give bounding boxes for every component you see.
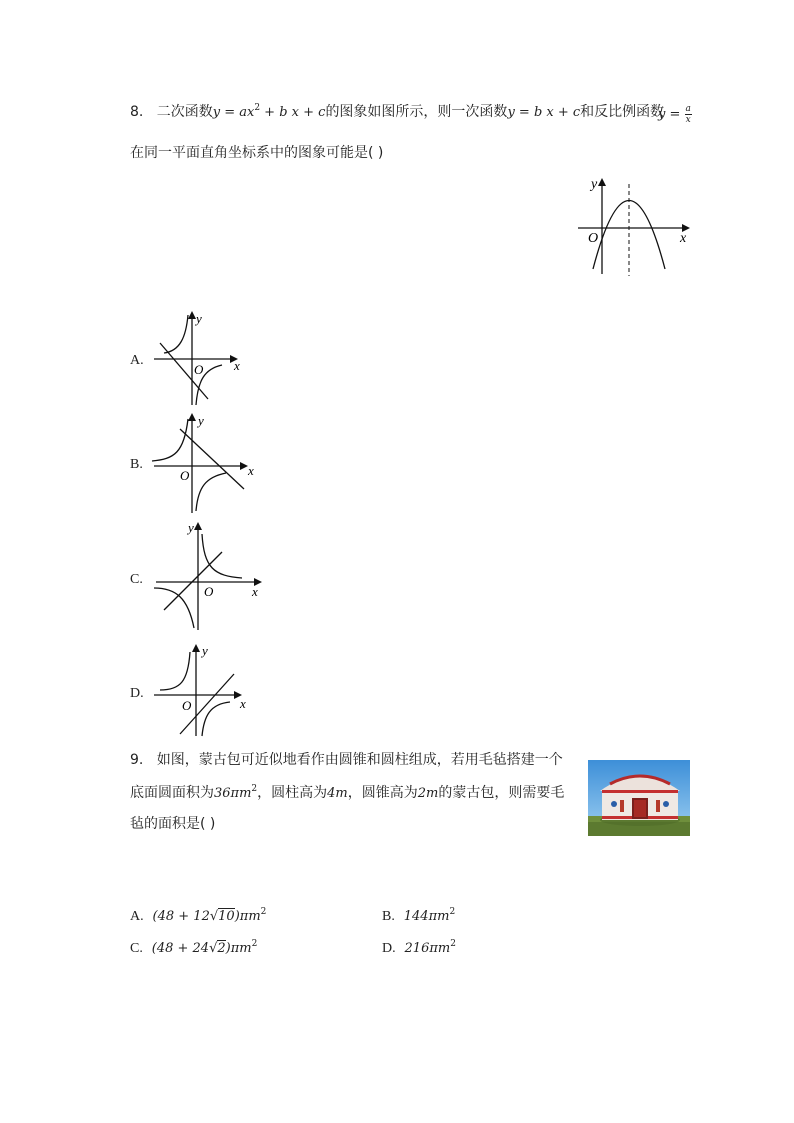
q8-option-b-letter[interactable]: B.	[130, 457, 143, 472]
q8-main-graph	[574, 172, 694, 278]
q8-option-b-graph[interactable]	[146, 409, 264, 515]
q9-stem-line3: 毡的面积是( )	[130, 816, 216, 832]
q8-option-d-letter[interactable]: D.	[130, 686, 144, 701]
q9-number: 9.	[130, 752, 144, 768]
q9-option-a[interactable]: A. $(48 + 12√10)\pi m^2$	[130, 907, 267, 924]
q9-option-c[interactable]: C. $(48 + 24√2)\pi m^2$	[130, 939, 258, 956]
q8-quad-fn: $y = ax^2 + b$ x + c	[212, 103, 326, 120]
q8-option-c-letter[interactable]: C.	[130, 572, 143, 587]
q9-cone-height: 2m	[417, 786, 439, 801]
q9-area: $36\pi m^2$	[214, 784, 258, 801]
q8-inverse-fn: y = $\frac{a}{x}$	[658, 104, 691, 125]
q8-text2: 的图象如图所示，则一次函数	[325, 104, 508, 120]
q9-stem-line1: 9. 如图，蒙古包可近似地看作由圆锥和圆柱组成，若用毛毡搭建一个	[130, 752, 563, 768]
svg-text:O: O	[182, 698, 192, 713]
q8-number: 8.	[130, 104, 144, 120]
yurt-image	[588, 760, 690, 836]
svg-text:y: y	[196, 311, 202, 326]
q8-stem-line1	[130, 104, 664, 119]
origin-label: O	[588, 231, 599, 246]
q9-stem-line2: 底面圆面积为$36\pi m^2$，圆柱高为4m，圆锥高为2m的蒙古包，则需要毛	[130, 784, 565, 801]
y-label: y	[591, 177, 598, 192]
svg-text:x: x	[234, 358, 240, 373]
q9-cylinder-height: 4m	[327, 786, 348, 801]
q8-text3: 和反比例函数	[580, 104, 665, 120]
q9-option-d[interactable]: D. $216\pi m^2$	[382, 939, 456, 956]
q9-option-b[interactable]: B. $144\pi m^2$	[382, 907, 456, 924]
svg-text:y: y	[188, 520, 194, 535]
svg-text:O: O	[194, 362, 204, 377]
svg-text:y: y	[202, 643, 208, 658]
svg-text:x: x	[252, 584, 258, 599]
svg-text:x: x	[240, 696, 246, 711]
q8-option-a-letter[interactable]: A.	[130, 353, 144, 368]
svg-text:x: x	[248, 463, 254, 478]
q8-text1: 二次函数	[156, 104, 213, 120]
x-label: x	[680, 231, 687, 246]
svg-text:O: O	[180, 468, 190, 483]
q8-linear-fn: y = b x + c	[507, 105, 581, 120]
q8-stem-line2: 在同一平面直角坐标系中的图象可能是( )	[130, 145, 384, 161]
svg-text:O: O	[204, 584, 214, 599]
q8-option-c-graph[interactable]	[150, 518, 266, 634]
svg-text:y: y	[198, 413, 204, 428]
q8-option-d-graph[interactable]	[148, 640, 254, 740]
q8-option-a-graph[interactable]	[150, 307, 250, 407]
